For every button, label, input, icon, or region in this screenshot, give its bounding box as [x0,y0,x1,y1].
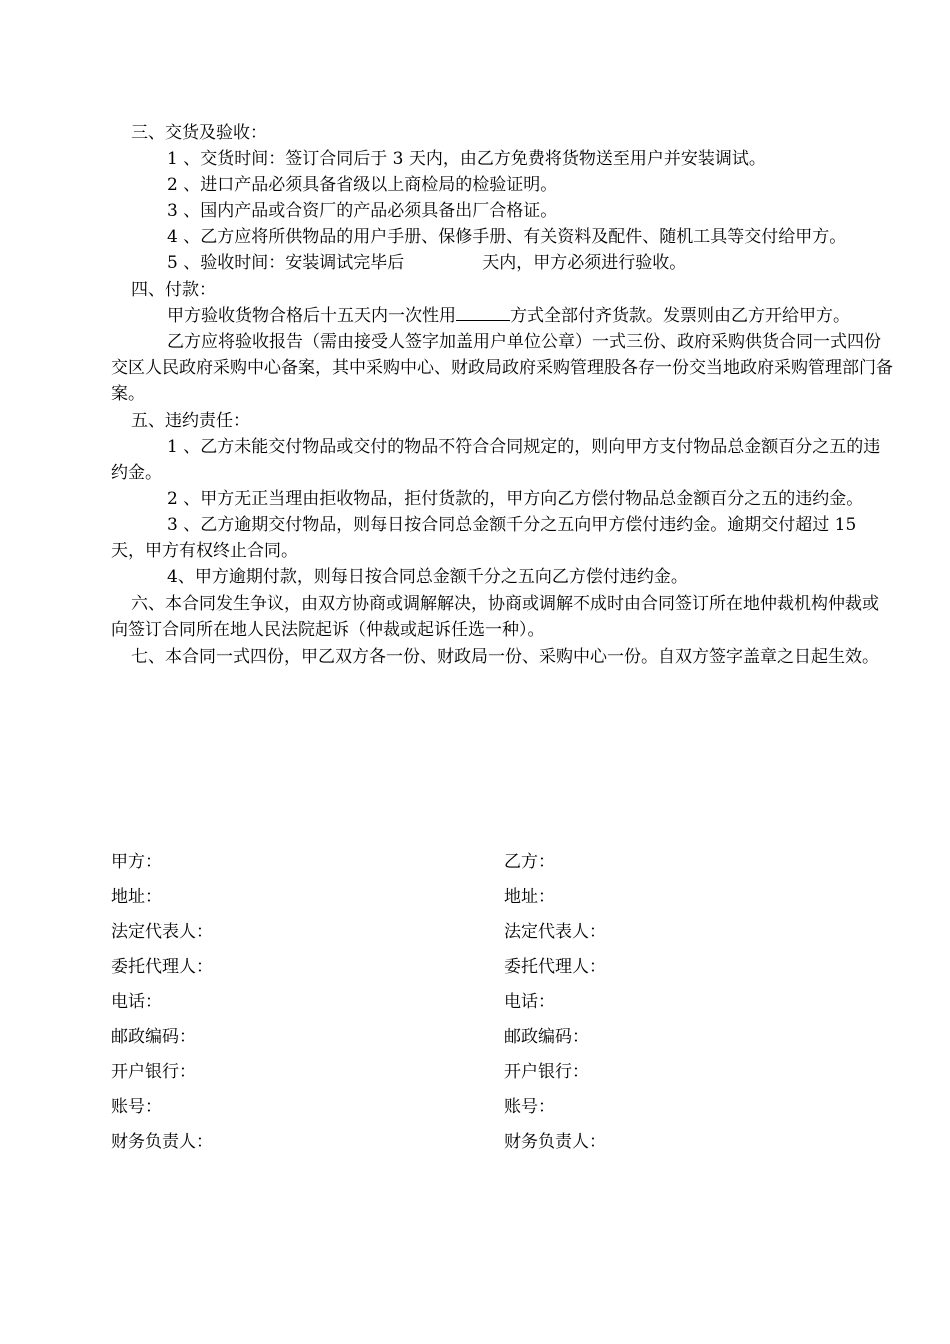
payment-part-b: 方式全部付齐货款。发票则由乙方开给甲方。 [510,306,850,326]
party-a-account-label: 账号： [111,1097,162,1117]
section-3-item-3: 3 、国内产品或合资厂的产品必须具备出厂合格证。 [167,201,558,221]
section-3-item-5 [111,250,895,276]
party-a-phone-label: 电话： [111,992,162,1012]
party-b-agent-label: 委托代理人： [504,957,606,977]
signature-row [111,917,895,952]
party-a-legal-rep-label: 法定代表人： [111,922,213,942]
item-5-part-a: 5 、验收时间：安装调试完毕后 [167,253,405,273]
party-a-agent-label: 委托代理人： [111,957,213,977]
party-b-postcode-label: 邮政编码： [504,1027,589,1047]
party-b-address-label: 地址： [504,887,555,907]
signature-row [111,952,895,987]
party-b-account-label: 账号： [504,1097,555,1117]
section-4-title: 四、付款： [131,280,216,300]
signature-row [111,882,895,917]
party-a-finance-label: 财务负责人： [111,1132,213,1152]
party-a-address-label: 地址： [111,887,162,907]
section-3-item-1: 1 、交货时间：签订合同后于 3 天内，由乙方免费将货物送至用户并安装调试。 [167,149,766,169]
section-5-title: 五、违约责任： [131,411,250,431]
party-b-bank-label: 开户银行： [504,1062,589,1082]
section-6: 六、本合同发生争议，由双方协商或调解解决，协商或调解不成时由合同签订所在地仲裁机构仲裁或向签订合同所在地人民法院起诉（仲裁或起诉任选一种）。 [111,594,879,640]
signature-row [111,1127,895,1162]
signature-row [111,1092,895,1127]
contract-body [111,119,895,670]
section-5-item-1: 1 、乙方未能交付物品或交付的物品不符合合同规定的，则向甲方支付物品总金额百分之五的违约金。 [111,437,881,483]
signature-row [111,1022,895,1057]
section-3-title: 三、交货及验收： [131,123,267,143]
item-5-part-b: 天内，甲方必须进行验收。 [482,253,687,273]
section-5-item-2: 2 、甲方无正当理由拒收物品，拒付货款的，甲方向乙方偿付物品总金额百分之五的违约金。 [167,489,864,509]
section-4-para-2: 乙方应将验收报告（需由接受人签字加盖用户单位公章）一式三份、政府采购供货合同一式四份交区人民政府采购中心备案，其中采购中心、财政局政府采购管理股各存一份交当地政府采购管理部门备案。 [111,332,893,404]
party-b-legal-rep-label: 法定代表人： [504,922,606,942]
section-5-item-4: 4、甲方逾期付款，则每日按合同总金额千分之五向乙方偿付违约金。 [167,567,688,587]
signature-row [111,847,895,882]
signature-row [111,1057,895,1092]
section-4-para-1 [111,303,895,329]
party-b-finance-label: 财务负责人： [504,1132,606,1152]
signature-block [111,847,895,1162]
section-5-item-3: 3 、乙方逾期交付物品，则每日按合同总金额千分之五向甲方偿付违约金。逾期交付超过 15 天，甲方有权终止合同。 [111,515,857,561]
party-a-bank-label: 开户银行： [111,1062,196,1082]
section-7: 七、本合同一式四份，甲乙双方各一份、财政局一份、采购中心一份。自双方签字盖章之日起生效。 [131,647,879,667]
section-3-item-2: 2 、进口产品必须具备省级以上商检局的检验证明。 [167,175,558,195]
payment-method-blank [456,305,510,321]
party-b-name-label: 乙方： [504,852,555,872]
party-b-phone-label: 电话： [504,992,555,1012]
signature-row [111,987,895,1022]
party-a-postcode-label: 邮政编码： [111,1027,196,1047]
section-3-item-4: 4 、乙方应将所供物品的用户手册、保修手册、有关资料及配件、随机工具等交付给甲方。 [167,227,847,247]
party-a-name-label: 甲方： [111,852,162,872]
payment-part-a: 甲方验收货物合格后十五天内一次性用 [167,306,456,326]
